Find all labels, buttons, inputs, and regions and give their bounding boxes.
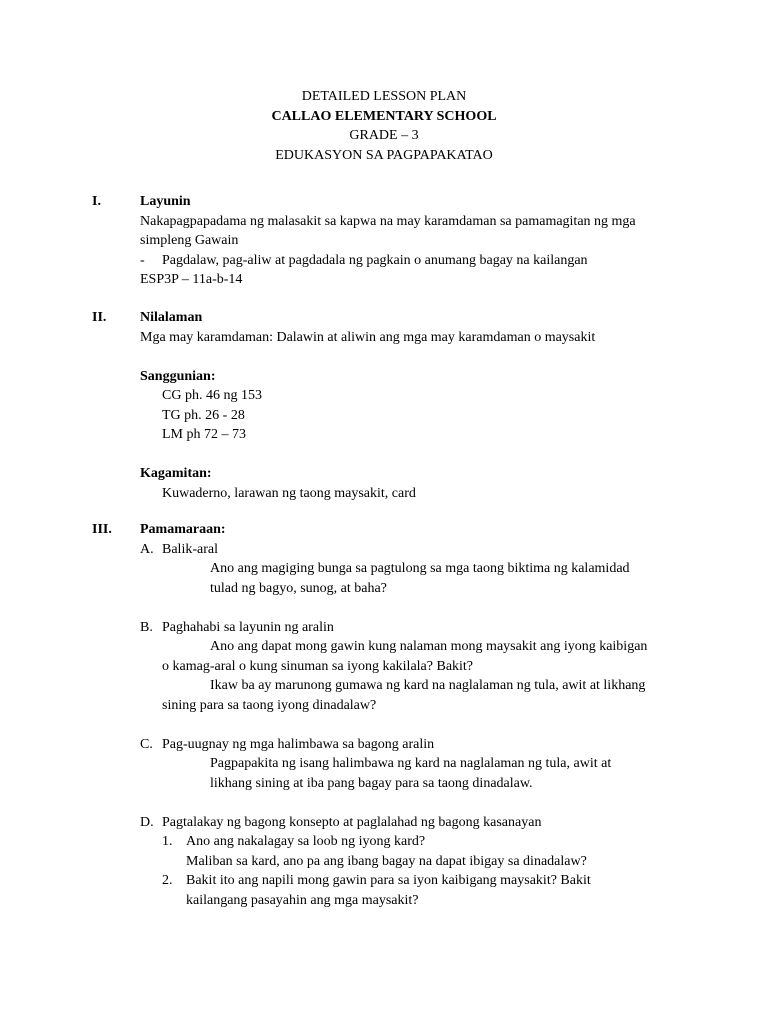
paragraph-line: Mga may karamdaman: Dalawin at aliwin ang mga may karamdaman o maysakit: [140, 329, 596, 345]
section-number: II.: [92, 310, 107, 325]
subsection-title: Paghahabi sa layunin ng aralin: [162, 619, 334, 635]
materials-item: Kuwaderno, larawan ng taong maysakit, card: [162, 485, 416, 501]
paragraph-line: Nakapagpapadama ng malasakit sa kapwa na may karamdaman sa pamamagitan ng mga: [140, 213, 636, 229]
paragraph-line: simpleng Gawain: [140, 233, 239, 248]
subheading-sanggunian: Sanggunian:: [140, 368, 216, 384]
reference-item: LM ph 72 – 73: [162, 427, 246, 442]
list-line: Bakit ito ang napili mong gawin para sa iyon kaibigang maysakit? Bakit: [186, 873, 591, 888]
header-school: CALLAO ELEMENTARY SCHOOL: [271, 108, 497, 124]
code-line: ESP3P – 11a-b-14: [140, 272, 243, 287]
paragraph-line: Pagpapakita ng isang halimbawa ng kard na naglalaman ng tula, awit at: [210, 756, 612, 771]
section-pamamaraan: [92, 520, 712, 910]
list-number: 2.: [162, 873, 173, 888]
section-title: Pamamaraan:: [140, 522, 226, 537]
bullet-line: [140, 251, 712, 271]
paragraph-line: Ano ang magiging bunga sa pagtulong sa mga taong biktima ng kalamidad: [210, 561, 630, 576]
list-line: Maliban sa kard, ano pa ang ibang bagay na dapat ibigay sa dinadalaw?: [186, 853, 587, 869]
header-grade: GRADE – 3: [349, 128, 419, 143]
paragraph-line: o kamag-aral o kung sinuman sa iyong kakilala? Bakit?: [162, 658, 474, 674]
reference-item: TG ph. 26 - 28: [162, 407, 245, 423]
subheading-kagamitan: Kagamitan:: [140, 466, 212, 481]
paragraph-line: sining para sa taong iyong dinadalaw?: [162, 697, 377, 713]
document-header: [0, 87, 768, 165]
list-line: kailangang pasayahin ang mga maysakit?: [186, 892, 419, 908]
section-number: III.: [92, 522, 112, 537]
section-number: I.: [92, 194, 101, 209]
list-number: 1.: [162, 834, 173, 849]
subsection-a: [140, 540, 712, 599]
subsection-title: Pag-uugnay ng mga halimbawa sa bagong aralin: [162, 736, 435, 752]
header-title: DETAILED LESSON PLAN: [301, 89, 467, 104]
section-title: Layunin: [140, 194, 191, 209]
subsection-letter: B.: [140, 619, 153, 635]
subsection-b: [140, 618, 712, 716]
paragraph-line: Ikaw ba ay marunong gumawa ng kard na naglalaman ng tula, awit at likhang: [210, 678, 646, 693]
list-line: Ano ang nakalagay sa loob ng iyong kard?: [186, 834, 426, 849]
subsection-letter: A.: [140, 541, 154, 557]
list-item: [140, 871, 712, 910]
paragraph-line: tulad ng bagyo, sunog, at baha?: [210, 580, 387, 596]
subsection-letter: C.: [140, 736, 153, 752]
subsection-title: Balik-aral: [162, 541, 218, 557]
bullet-text: Pagdalaw, pag-aliw at pagdadala ng pagkain o anumang bagay na kailangan: [162, 252, 588, 268]
section-title: Nilalaman: [140, 310, 203, 325]
reference-item: CG ph. 46 ng 153: [162, 388, 262, 403]
paragraph-line: Ano ang dapat mong gawin kung nalaman mong maysakit ang iyong kaibigan: [210, 639, 648, 654]
dash-marker: -: [140, 252, 145, 268]
subsection-d: [140, 813, 712, 833]
subsection-c: [140, 735, 712, 794]
paragraph-line: likhang sining at iba pang bagay para sa taong dinadalaw.: [210, 775, 533, 791]
subsection-title: Pagtalakay ng bagong konsepto at paglalahad ng bagong kasanayan: [162, 814, 542, 830]
section-nilalaman: [92, 308, 712, 503]
list-item: [140, 832, 712, 871]
section-layunin: [92, 192, 712, 290]
subsection-letter: D.: [140, 814, 154, 830]
header-subject: EDUKASYON SA PAGPAPAKATAO: [275, 147, 493, 163]
